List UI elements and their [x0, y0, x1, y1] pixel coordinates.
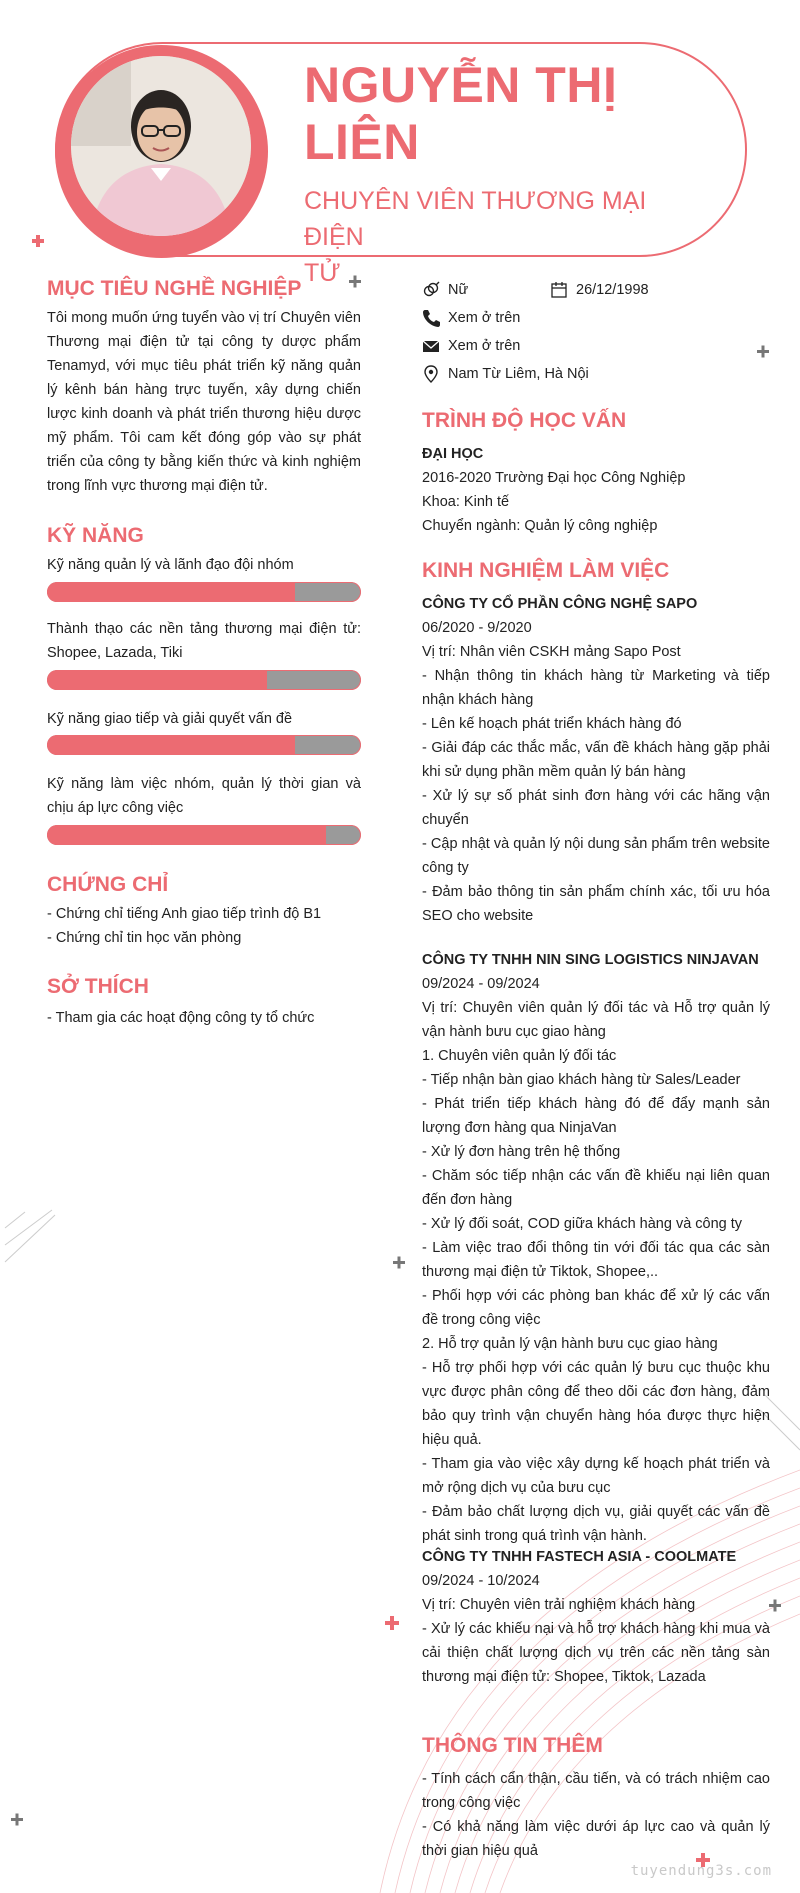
- location-pin-icon: [422, 365, 440, 383]
- job-line: Vị trí: Chuyên viên quản lý đối tác và Hỗ trợ quản lý vận hành bưu cục giao hàng: [422, 1000, 770, 1040]
- skill-label-1: Kỹ năng quản lý và lãnh đạo đội nhóm: [47, 557, 294, 573]
- phone-icon: [422, 309, 440, 327]
- calendar-icon: [550, 281, 568, 299]
- job-line: - Hỗ trợ phối hợp với các quản lý bưu cục thuộc khu vực được phân công để theo dõi các đơn hàng, đảm bảo quy trình vận chuyển hàng hóa được thực hiện hiệu quả.: [422, 1360, 770, 1448]
- certificate-item: - Chứng chỉ tin học văn phòng: [47, 930, 242, 946]
- job-line: - Xử lý sự số phát sinh đơn hàng với các hãng vận chuyển: [422, 788, 770, 828]
- job-entry-sapo: [422, 592, 770, 928]
- certificate-item: - Chứng chỉ tiếng Anh giao tiếp trình độ B1: [47, 906, 322, 922]
- skill-label-3: Kỹ năng giao tiếp và giải quyết vấn đề: [47, 711, 293, 727]
- email-value: Xem ở trên: [448, 338, 521, 354]
- job-line: - Làm việc trao đổi thông tin với đối tác qua các sàn thương mại điện tử Tiktok, Shopee,..: [422, 1240, 770, 1280]
- job-line: - Đảm bảo chất lượng dịch vụ, giải quyết các vấn đề phát sinh trong quá trình vận hành.: [422, 1504, 770, 1544]
- job-line: - Xử lý đối soát, COD giữa khách hàng và công ty: [422, 1216, 743, 1232]
- name-line-1: NGUYỄN THỊ: [304, 57, 618, 113]
- job-company: CÔNG TY CỔ PHẦN CÔNG NGHỆ SAPO: [422, 596, 698, 612]
- job-line: - Tham gia vào việc xây dựng kế hoạch phát triển và mở rộng dịch vụ của bưu cục: [422, 1456, 770, 1496]
- extra-info-block: [422, 1767, 770, 1863]
- job-entry-coolmate: [422, 1545, 770, 1689]
- skill-label-4: Kỹ năng làm việc nhóm, quản lý thời gian và chịu áp lực công việc: [47, 776, 361, 816]
- skill-bar-3: [47, 735, 361, 755]
- job-line: 2. Hỗ trợ quản lý vận hành bưu cục giao hàng: [422, 1336, 718, 1352]
- contact-birthday: [550, 281, 649, 299]
- job-line: - Phát triển tiếp khách hàng đó để đẩy mạnh sản lượng đơn hàng qua NinjaVan: [422, 1096, 770, 1136]
- skill-bar-fill-4: [47, 825, 326, 845]
- hobby-item: - Tham gia các hoạt động công ty tổ chức: [47, 1010, 315, 1026]
- skills-title: KỸ NĂNG: [47, 524, 144, 547]
- skill-bar-fill-3: [47, 735, 295, 755]
- skill-bar-4: [47, 825, 361, 845]
- education-line: 2016-2020 Trường Đại học Công Nghiệp: [422, 470, 686, 486]
- contact-gender: [422, 281, 468, 299]
- candidate-name: [304, 57, 704, 171]
- contact-address: [422, 365, 589, 383]
- address-value: Nam Từ Liêm, Hà Nội: [448, 366, 589, 382]
- job-line: 1. Chuyên viên quản lý đối tác: [422, 1048, 617, 1064]
- job-title-line-1: CHUYÊN VIÊN THƯƠNG MẠI ĐIỆN: [304, 187, 647, 251]
- job-line: - Nhận thông tin khách hàng từ Marketing và tiếp nhận khách hàng: [422, 668, 770, 708]
- experience-title: KINH NGHIỆM LÀM VIỆC: [422, 559, 670, 582]
- gender-value: Nữ: [448, 282, 469, 298]
- watermark: tuyendung3s.com: [630, 1863, 772, 1879]
- job-period: 06/2020 - 9/2020: [422, 620, 532, 636]
- skill-bar-1: [47, 582, 361, 602]
- name-line-2: LIÊN: [304, 114, 420, 170]
- job-title-line-2: TỬ: [304, 259, 341, 287]
- objective-title: MỤC TIÊU NGHỀ NGHIỆP: [47, 277, 302, 300]
- contact-phone: [422, 309, 520, 327]
- job-line: - Lên kế hoạch phát triển khách hàng đó: [422, 716, 682, 732]
- job-line: - Cập nhật và quản lý nội dung sản phẩm trên website công ty: [422, 836, 770, 876]
- job-line: - Giải đáp các thắc mắc, vấn đề khách hàng gặp phải khi sử dụng phần mềm quản lý bán hàng: [422, 740, 770, 780]
- skill-bar-fill-2: [47, 670, 267, 690]
- education-line: Chuyển ngành: Quản lý công nghiệp: [422, 518, 658, 534]
- birthday-value: 26/12/1998: [576, 282, 649, 298]
- job-line: Vị trí: Nhân viên CSKH mảng Sapo Post: [422, 644, 681, 660]
- education-line: Khoa: Kinh tế: [422, 494, 510, 510]
- education-level: ĐẠI HỌC: [422, 446, 484, 462]
- objective-text: Tôi mong muốn ứng tuyển vào vị trí Chuyên viên Thương mại điện tử tại công ty dược phẩm Tenamyd, với mục tiêu phát triển kỹ năng quản lý kênh bán hàng trực tuyến, xây dựng chiến lược kinh doanh và phát triển thương hiệu dược mỹ phẩm. Tôi cam kết đóng góp vào sự phát triển của công ty bằng kiến thức và kinh nghiệm trong lĩnh vực thương mại điện tử.: [47, 310, 361, 494]
- extra-info-line: - Tính cách cẩn thận, cầu tiến, và có trách nhiệm cao trong công việc: [422, 1771, 770, 1811]
- job-line: - Xử lý đơn hàng trên hệ thống: [422, 1144, 621, 1160]
- job-company: CÔNG TY TNHH NIN SING LOGISTICS NINJAVAN: [422, 952, 759, 968]
- job-entry-ninjavan: [422, 948, 770, 1548]
- contact-email: [422, 337, 520, 355]
- job-line: - Xử lý các khiếu nại và hỗ trợ khách hàng khi mua và cải thiện chất lượng dịch vụ trên các nền tảng sàn thương mại điện tử: Shopee, Tiktok, Lazada: [422, 1621, 770, 1685]
- phone-value: Xem ở trên: [448, 310, 521, 326]
- hobbies-title: SỞ THÍCH: [47, 975, 149, 998]
- job-line: - Tiếp nhận bàn giao khách hàng từ Sales/Leader: [422, 1072, 741, 1088]
- education-block: [422, 442, 770, 538]
- job-line: Vị trí: Chuyên viên trải nghiệm khách hàng: [422, 1597, 696, 1613]
- extra-info-line: - Có khả năng làm việc dưới áp lực cao và quản lý thời gian hiệu quả: [422, 1819, 770, 1859]
- avatar: [71, 56, 251, 236]
- job-period: 09/2024 - 10/2024: [422, 1573, 540, 1589]
- job-line: - Phối hợp với các phòng ban khác để xử lý các vấn đề trong công việc: [422, 1288, 770, 1328]
- education-title: TRÌNH ĐỘ HỌC VẤN: [422, 409, 627, 432]
- gender-icon: [422, 281, 440, 299]
- skill-label-2: Thành thạo các nền tảng thương mại điện tử: Shopee, Lazada, Tiki: [47, 621, 361, 661]
- certificates-title: CHỨNG CHỈ: [47, 873, 169, 896]
- extra-info-title: THÔNG TIN THÊM: [422, 1734, 603, 1757]
- job-period: 09/2024 - 09/2024: [422, 976, 540, 992]
- envelope-icon: [422, 337, 440, 355]
- job-line: - Chăm sóc tiếp nhận các vấn đề khiếu nại liên quan đến đơn hàng: [422, 1168, 770, 1208]
- job-line: - Đảm bảo thông tin sản phẩm chính xác, tối ưu hóa SEO cho website: [422, 884, 770, 924]
- skill-bar-fill-1: [47, 582, 295, 602]
- job-title: [304, 183, 704, 291]
- skill-bar-2: [47, 670, 361, 690]
- job-company: CÔNG TY TNHH FASTECH ASIA - COOLMATE: [422, 1549, 737, 1565]
